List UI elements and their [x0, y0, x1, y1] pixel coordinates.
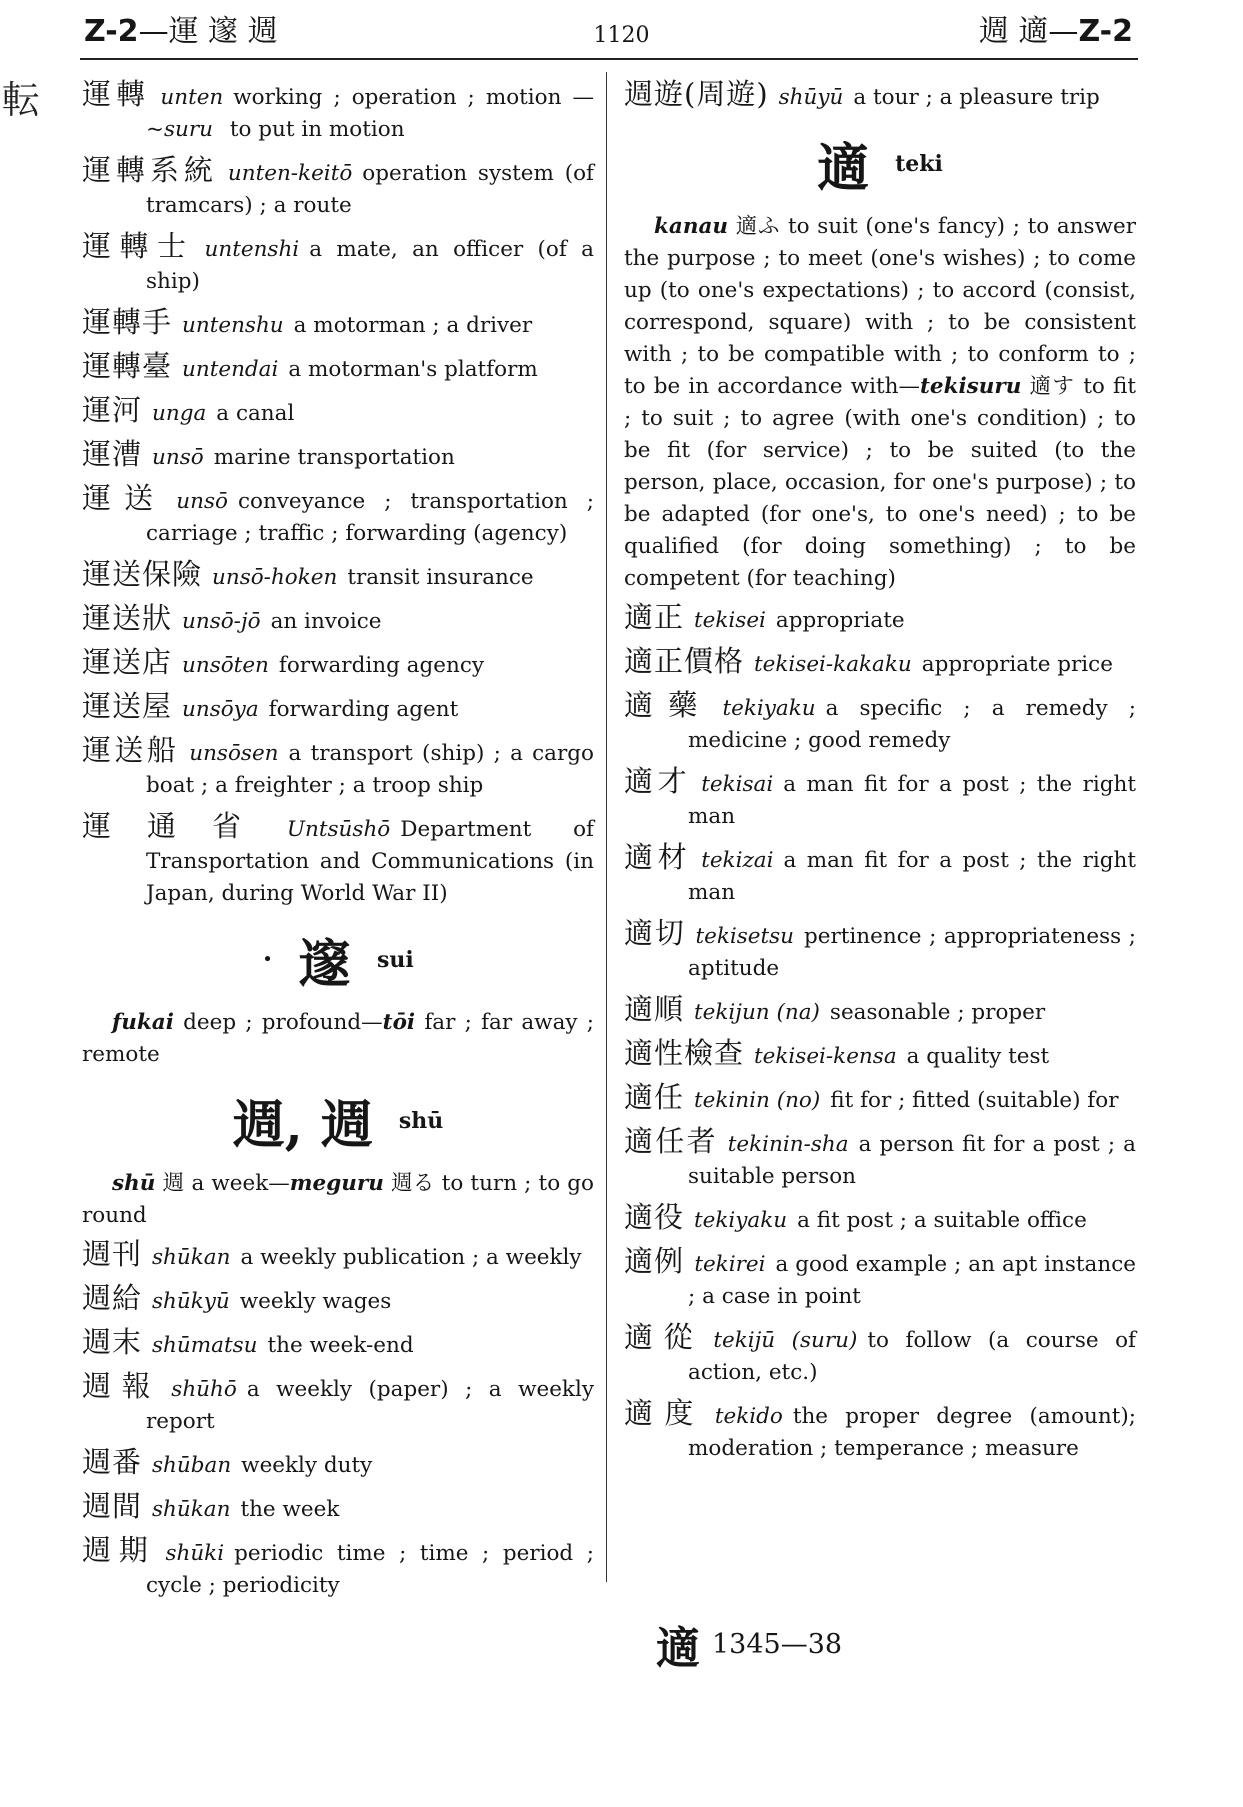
- dictionary-entry: [82, 154, 594, 222]
- header-right-kanji: 週 適—: [978, 14, 1079, 49]
- entry-romaji: Untsūshō: [286, 817, 391, 842]
- entry-romaji: shūmatsu: [152, 1333, 258, 1358]
- section-code: Z-2: [84, 14, 139, 49]
- entry-romaji: shūkan: [152, 1245, 231, 1270]
- entry-romaji: unsō: [152, 445, 204, 470]
- entry-kanji: 週番: [82, 1445, 143, 1479]
- dictionary-entry: [624, 1081, 1136, 1117]
- entry-gloss: a fit post ; a suitable office: [797, 1208, 1087, 1233]
- entry-gloss: working ; operation ; motion —~: [146, 85, 594, 142]
- entry-romaji: unten-keitō: [227, 161, 353, 186]
- dictionary-entry: [82, 1326, 594, 1362]
- dictionary-entry: [624, 917, 1136, 985]
- entry-kanji: 適從: [624, 1320, 704, 1354]
- entry-kanji: 適材: [624, 840, 692, 874]
- heading-kanji: 適: [817, 138, 870, 199]
- definition-keyword: tōi: [382, 1010, 416, 1035]
- heading-reading: shū: [398, 1107, 444, 1134]
- entry-romaji: tekinin (no): [694, 1088, 821, 1113]
- dictionary-entry: [624, 1321, 1136, 1389]
- dictionary-entry: [82, 558, 594, 594]
- dictionary-entry: [82, 306, 594, 342]
- entry-romaji: tekinin-sha: [727, 1132, 849, 1157]
- entry-gloss: a weekly (paper) ; a weekly report: [146, 1377, 594, 1434]
- entry-romaji: tekido: [714, 1404, 783, 1429]
- entry-gloss: forwarding agency: [278, 653, 485, 678]
- entry-romaji: unga: [152, 401, 207, 426]
- entry-romaji: tekijū (suru): [713, 1328, 858, 1353]
- entry-romaji: tekirei: [694, 1252, 766, 1277]
- definition-paragraph: [624, 211, 1136, 595]
- definition-keyword: fukai: [112, 1010, 174, 1035]
- heading-bullet: •: [262, 949, 273, 970]
- footer-number: 1345—38: [712, 1628, 843, 1660]
- dictionary-entry: [82, 1238, 594, 1274]
- dictionary-entry: [82, 350, 594, 386]
- entry-gloss: a quality test: [906, 1044, 1050, 1069]
- entry-romaji: unten: [160, 85, 224, 110]
- entry-gloss: transit insurance: [347, 565, 534, 590]
- entry-kanji: 適役: [624, 1200, 685, 1234]
- dictionary-entry: [624, 841, 1136, 909]
- entry-gloss: a weekly publication ; a weekly: [240, 1245, 582, 1270]
- dictionary-entry: [624, 1201, 1136, 1237]
- dictionary-entry: [82, 482, 594, 550]
- entry-romaji: unsō-jō: [182, 609, 261, 634]
- definition-text: 適す to fit ; to suit ; to agree (with one's condition) ; to be fit (for service) ; to be suited (to the person, place, occasion, for one's purpose) ; to be adapted (for one's, to one's need) ; to be qualified (for doing something) ; to be competent (for teaching): [624, 374, 1136, 591]
- dictionary-entry: [82, 1534, 594, 1602]
- entry-gloss: to follow (a course of action, etc.): [688, 1328, 1136, 1385]
- section-heading: [82, 922, 594, 997]
- entry-kanji: 適例: [624, 1244, 685, 1278]
- entry-kanji: 週末: [82, 1325, 143, 1359]
- heading-kanji: 週, 週: [232, 1095, 373, 1156]
- definition-text: 週 a week—: [155, 1171, 290, 1196]
- entry-kanji: 運河: [82, 393, 143, 427]
- entry-gloss: a person fit for a post ; a suitable person: [688, 1132, 1136, 1189]
- entry-gloss: a good example ; an apt instance ; a case in point: [688, 1252, 1136, 1309]
- definition-keyword: shū: [112, 1171, 156, 1196]
- dictionary-entry: [624, 1397, 1136, 1465]
- entry-gloss: the week-end: [267, 1333, 414, 1358]
- definition-text: far ; far away ; remote: [82, 1010, 595, 1067]
- entry-romaji: tekiyaku: [694, 1208, 788, 1233]
- dictionary-entry: [82, 810, 594, 910]
- entry-gloss: an invoice: [270, 609, 382, 634]
- entry-romaji: tekisei-kakaku: [754, 652, 912, 677]
- entry-kanji: 適切: [624, 916, 686, 950]
- entry-gloss: a motorman's platform: [288, 357, 538, 382]
- entry-romaji: tekijun (na): [694, 1000, 820, 1025]
- heading-reading: teki: [895, 150, 943, 177]
- entry-kanji: 運轉系統: [82, 153, 218, 187]
- entry-kanji: 適才: [624, 764, 692, 798]
- entry-romaji: unsō-hoken: [212, 565, 338, 590]
- entry-gloss: appropriate price: [921, 652, 1113, 677]
- header-left-kanji: —運 邃 週: [138, 14, 278, 49]
- entry-gloss: a tour ; a pleasure trip: [853, 85, 1100, 110]
- entry-kanji: 運送保險: [82, 557, 203, 591]
- section-heading: [82, 1083, 594, 1158]
- entry-kanji: 運轉: [82, 77, 151, 111]
- entry-gloss-tail: to put in motion: [223, 117, 405, 142]
- dictionary-entry: [82, 690, 594, 726]
- entry-romaji: shūkyū: [152, 1289, 230, 1314]
- entry-romaji: tekisetsu: [695, 924, 795, 949]
- entry-romaji-suffix: suru: [164, 117, 214, 142]
- entry-kanji: 運送船: [82, 733, 180, 767]
- entry-kanji: 運送店: [82, 645, 173, 679]
- heading-reading: sui: [376, 946, 414, 973]
- entry-kanji: 適度: [624, 1396, 705, 1430]
- entry-romaji: tekisai: [701, 772, 774, 797]
- entry-kanji: 運轉手: [82, 305, 173, 339]
- header-rule: [80, 58, 1138, 60]
- entry-gloss: pertinence ; appropriateness ; aptitude: [688, 924, 1136, 981]
- entry-kanji: 週刊: [82, 1237, 143, 1271]
- left-column: [82, 78, 594, 1610]
- entry-kanji: 適順: [624, 992, 685, 1026]
- definition-keyword: tekisuru: [919, 374, 1022, 399]
- entry-kanji: 適正: [624, 600, 685, 634]
- dictionary-entry: [624, 689, 1136, 757]
- definition-text: 週る to turn ; to go round: [82, 1171, 594, 1228]
- dictionary-entry: [82, 646, 594, 682]
- entry-gloss: a man fit for a post ; the right man: [688, 772, 1136, 829]
- header-right: [979, 12, 1133, 52]
- column-divider: [606, 72, 607, 1582]
- dictionary-entry: [82, 1282, 594, 1318]
- definition-paragraph: [82, 1168, 594, 1232]
- entry-romaji: untenshu: [182, 313, 284, 338]
- entry-romaji: shūkan: [152, 1497, 231, 1522]
- entry-gloss: a man fit for a post ; the right man: [688, 848, 1136, 905]
- dictionary-entry: [624, 78, 1136, 114]
- entry-kanji: 運轉士: [82, 229, 195, 263]
- entry-romaji: tekisei: [694, 608, 766, 633]
- dictionary-entry: [82, 394, 594, 430]
- entry-romaji: tekisei-kensa: [754, 1044, 897, 1069]
- entry-gloss: conveyance ; transportation ; carriage ; traffic ; forwarding (agency): [146, 489, 594, 546]
- entry-gloss: weekly duty: [241, 1453, 373, 1478]
- entry-gloss: marine transportation: [213, 445, 455, 470]
- entry-kanji: 週間: [82, 1489, 143, 1523]
- dictionary-entry: [624, 1245, 1136, 1313]
- entry-romaji: unsōya: [182, 697, 259, 722]
- entry-kanji: 運送狀: [82, 601, 173, 635]
- definition-keyword: meguru: [289, 1171, 384, 1196]
- entry-romaji: shūban: [152, 1453, 232, 1478]
- definition-text: 適ふ to suit (one's fancy) ; to answer the purpose ; to meet (one's wishes) ; to come up (to one's expectations) ; to accord (consist, correspond, square) with ; to be consistent with ; to be compatible with ; to conform to ; to be in accordance with—: [624, 214, 1136, 399]
- dictionary-entry: [624, 601, 1136, 637]
- entry-kanji: 運轉臺: [82, 349, 173, 383]
- entry-gloss: operation system (of tramcars) ; a route: [146, 161, 594, 218]
- footer-reference: [656, 1612, 842, 1676]
- entry-romaji: shūhō: [171, 1377, 237, 1402]
- dictionary-entry: [624, 993, 1136, 1029]
- entry-kanji: 適藥: [624, 688, 713, 722]
- entry-kanji: 週遊(周遊): [624, 77, 769, 111]
- entry-romaji: untenshi: [204, 237, 300, 262]
- right-column: [624, 78, 1136, 1473]
- entry-romaji: shūyū: [778, 85, 844, 110]
- entry-romaji: untendai: [182, 357, 279, 382]
- entry-kanji: 運漕: [82, 437, 143, 471]
- entry-gloss: periodic time ; time ; period ; cycle ; periodicity: [146, 1541, 594, 1598]
- entry-romaji: unsōsen: [189, 741, 279, 766]
- dictionary-entry: [624, 645, 1136, 681]
- entry-gloss: a transport (ship) ; a cargo boat ; a freighter ; a troop ship: [146, 741, 594, 798]
- entry-kanji: 週報: [82, 1369, 162, 1403]
- dictionary-entry: [82, 438, 594, 474]
- dictionary-entry: [624, 1125, 1136, 1193]
- entry-gloss: a specific ; a remedy ; medicine ; good remedy: [688, 696, 1136, 753]
- definition-text: deep ; profound—: [173, 1010, 383, 1035]
- entry-gloss: forwarding agent: [268, 697, 459, 722]
- entry-kanji: 運送: [82, 481, 167, 515]
- entry-gloss: Department of Transportation and Communications (in Japan, during World War II): [146, 817, 594, 906]
- entry-gloss: a motorman ; a driver: [293, 313, 533, 338]
- section-code-right: Z-2: [1078, 14, 1133, 49]
- entry-kanji: 週期: [82, 1533, 156, 1567]
- entry-kanji: 適任: [624, 1080, 685, 1114]
- dictionary-entry: [82, 602, 594, 638]
- margin-handwriting: 転: [2, 78, 41, 122]
- entry-gloss: weekly wages: [239, 1289, 392, 1314]
- entry-gloss: fit for ; fitted (suitable) for: [830, 1088, 1119, 1113]
- entry-gloss: the week: [240, 1497, 340, 1522]
- entry-romaji: tekiyaku: [722, 696, 816, 721]
- entry-kanji: 適任者: [624, 1124, 718, 1158]
- dictionary-entry: [82, 1370, 594, 1438]
- section-heading: [624, 126, 1136, 201]
- dictionary-entry: [82, 78, 594, 146]
- definition-paragraph: [82, 1007, 594, 1071]
- entry-romaji: unsō: [176, 489, 228, 514]
- dictionary-entry: [82, 230, 594, 298]
- entry-gloss: seasonable ; proper: [829, 1000, 1046, 1025]
- entry-romaji: unsōten: [182, 653, 269, 678]
- dictionary-entry: [624, 1037, 1136, 1073]
- footer-kanji: 適: [656, 1623, 700, 1674]
- heading-kanji: 邃: [298, 934, 351, 995]
- entry-kanji: 適性檢查: [624, 1036, 745, 1070]
- dictionary-entry: [82, 734, 594, 802]
- entry-kanji: 適正價格: [624, 644, 745, 678]
- entry-romaji: shūki: [165, 1541, 225, 1566]
- entry-gloss: a mate, an officer (of a ship): [146, 237, 594, 294]
- dictionary-entry: [82, 1446, 594, 1482]
- dictionary-entry: [624, 765, 1136, 833]
- page-number: 1120: [593, 23, 650, 48]
- dictionary-entry: [82, 1490, 594, 1526]
- entry-romaji: tekizai: [701, 848, 774, 873]
- entry-gloss: a canal: [216, 401, 295, 426]
- entry-gloss: appropriate: [775, 608, 905, 633]
- definition-keyword: kanau: [654, 214, 729, 239]
- entry-kanji: 週給: [82, 1281, 143, 1315]
- entry-kanji: 運通省: [82, 809, 277, 843]
- entry-gloss: the proper degree (amount); moderation ; temperance ; measure: [688, 1404, 1136, 1461]
- entry-kanji: 運送屋: [82, 689, 173, 723]
